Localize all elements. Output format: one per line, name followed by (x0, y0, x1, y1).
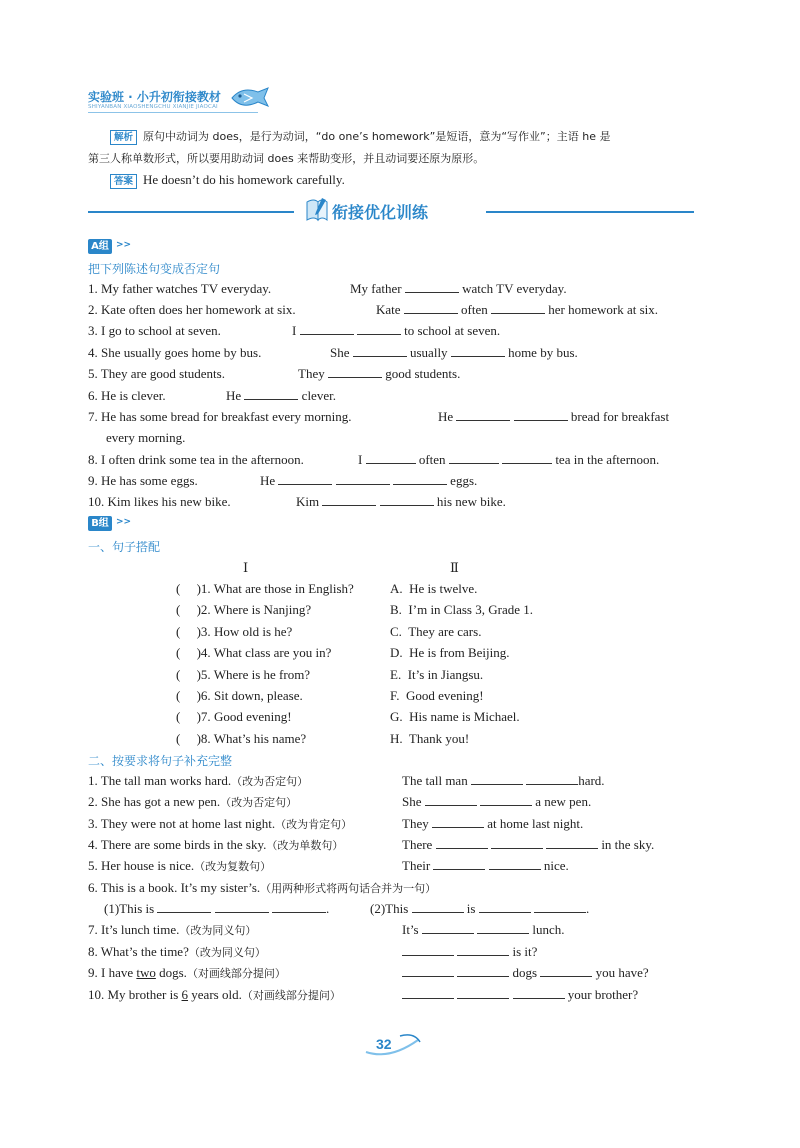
match-row: ( )8. What’s his name? (176, 731, 307, 746)
answer-blank[interactable] (425, 794, 477, 806)
a-item-7-cont: every morning. (106, 430, 186, 445)
fish-logo-icon (228, 84, 270, 110)
answer-blank[interactable] (432, 816, 484, 828)
analysis-line-1: 解析 原句中动词为 does，是行为动词，“do one’s homework”是短语，意为“写作业”；主语 he 是 (88, 126, 708, 147)
group-a-label: A组 (88, 239, 112, 254)
b-item-4: 4. There are some birds in the sky.（改为单数句） There in the sky. (88, 837, 655, 852)
answer-blank[interactable] (328, 366, 382, 378)
match-option: A. He is twelve. (390, 581, 478, 596)
match-row: ( )6. Sit down, please. (176, 688, 303, 703)
section-title: 衔接优化训练 (332, 203, 429, 222)
match-row: ( )1. What are those in English? (176, 581, 354, 596)
answer-blank[interactable] (412, 901, 464, 913)
a-item-2: 2. Kate often does her homework at six. Kate often her homework at six. (88, 302, 659, 317)
b-item-3: 3. They were not at home last night.（改为肯定句） They at home last night. (88, 816, 584, 831)
group-b-arrow-icon: >> (116, 517, 132, 527)
answer-bracket[interactable]: ( (176, 667, 197, 682)
match-row: ( )2. Where is Nanjing? (176, 602, 312, 617)
answer-bracket[interactable]: ( (176, 688, 197, 703)
a-item-3: 3. I go to school at seven. I to school at seven. (88, 323, 501, 338)
a-item-10: 10. Kim likes his new bike. Kim his new bike. (88, 494, 506, 509)
answer-blank[interactable] (353, 345, 407, 357)
answer-blank[interactable] (513, 987, 565, 999)
answer-bracket[interactable]: ( (176, 645, 197, 660)
b-item-10: 10. My brother is 6 years old.（对画线部分提问） your brother? (88, 987, 639, 1002)
b-item-1: 1. The tall man works hard.（改为否定句） The tall man hard. (88, 773, 605, 788)
header-rule (88, 112, 258, 113)
match-row: ( )4. What class are you in? (176, 645, 332, 660)
match-option: C. They are cars. (390, 624, 482, 639)
b-item-9: 9. I have two dogs.（对画线部分提问） dogs you have? (88, 965, 649, 980)
match-option: G. His name is Michael. (390, 709, 520, 724)
page-number: 32 (376, 1036, 392, 1052)
match-option: D. He is from Beijing. (390, 645, 510, 660)
group-a-arrow-icon: >> (116, 240, 132, 250)
match-row: ( )7. Good evening! (176, 709, 292, 724)
answer-bracket[interactable]: ( (176, 581, 197, 596)
answer-blank[interactable] (322, 494, 376, 506)
part2-heading: 二、按要求将句子补充完整 (88, 754, 233, 768)
match-option: H. Thank you! (390, 731, 470, 746)
a-item-7: 7. He has some bread for breakfast every morning. He bread for breakfast (88, 409, 670, 424)
answer-bracket[interactable]: ( (176, 709, 197, 724)
answer-blank[interactable] (405, 281, 459, 293)
answer-blank[interactable] (502, 452, 552, 464)
a-item-5: 5. They are good students. They good students. (88, 366, 461, 381)
answer-blank[interactable] (402, 987, 454, 999)
answer-blank[interactable] (402, 944, 454, 956)
answer-line: 答案 He doesn’t do his homework carefully. (88, 170, 708, 190)
answer-blank[interactable] (457, 987, 509, 999)
answer-blank[interactable] (471, 773, 523, 785)
answer-blank[interactable] (422, 922, 474, 934)
answer-blank[interactable] (526, 773, 578, 785)
book-subtitle: SHIYANBAN XIAOSHENGCHU XIANJIE JIAOCAI (88, 104, 218, 110)
answer-blank[interactable] (366, 452, 416, 464)
answer-blank[interactable] (456, 409, 510, 421)
answer-blank[interactable] (451, 345, 505, 357)
answer-blank[interactable] (436, 837, 488, 849)
answer-blank[interactable] (491, 302, 545, 314)
page-swoosh-icon (360, 1030, 426, 1058)
answer-bracket[interactable]: ( (176, 731, 197, 746)
answer-tag: 答案 (110, 174, 137, 189)
answer-blank[interactable] (534, 901, 586, 913)
answer-bracket[interactable]: ( (176, 624, 197, 639)
match-option: F. Good evening! (390, 688, 484, 703)
answer-blank[interactable] (546, 837, 598, 849)
a-item-9: 9. He has some eggs. He eggs. (88, 473, 478, 488)
answer-blank[interactable] (278, 473, 332, 485)
answer-blank[interactable] (449, 452, 499, 464)
answer-blank[interactable] (514, 409, 568, 421)
match-option: E. It’s in Jiangsu. (390, 667, 484, 682)
answer-blank[interactable] (336, 473, 390, 485)
a-item-8: 8. I often drink some tea in the afternoon. I often tea in the afternoon. (88, 452, 660, 467)
book-title: 实验班 · 小升初衔接教材 (88, 90, 221, 104)
answer-blank[interactable] (457, 965, 509, 977)
answer-blank[interactable] (402, 965, 454, 977)
section-rule-right (486, 211, 694, 213)
b-item-6: 6. This is a book. It’s my sister’s.（用两种形式将两句话合并为一句） (88, 880, 437, 895)
answer-blank[interactable] (457, 944, 509, 956)
answer-blank[interactable] (404, 302, 458, 314)
column-i-label: Ⅰ (243, 560, 249, 575)
answer-blank[interactable] (244, 388, 298, 400)
a-item-4: 4. She usually goes home by bus. She usually home by bus. (88, 345, 578, 360)
group-b-label: B组 (88, 516, 112, 531)
answer-blank[interactable] (157, 901, 211, 913)
section-rule-left (88, 211, 294, 213)
analysis-tag: 解析 (110, 130, 137, 145)
b-item-8: 8. What’s the time?（改为同义句） is it? (88, 944, 538, 959)
answer-blank[interactable] (357, 323, 401, 335)
answer-bracket[interactable]: ( (176, 602, 197, 617)
answer-blank[interactable] (479, 901, 531, 913)
a-item-1: 1. My father watches TV everyday. My father watch TV everyday. (88, 281, 567, 296)
part1-heading: 一、句子搭配 (88, 540, 161, 554)
answer-blank[interactable] (380, 494, 434, 506)
answer-blank[interactable] (300, 323, 354, 335)
answer-blank[interactable] (215, 901, 269, 913)
a-item-6: 6. He is clever. He clever. (88, 388, 336, 403)
answer-blank[interactable] (540, 965, 592, 977)
b-item-7: 7. It’s lunch time.（改为同义句） It’s lunch. (88, 922, 565, 937)
match-row: ( )5. Where is he from? (176, 667, 311, 682)
answer-blank[interactable] (433, 858, 485, 870)
analysis-line-2: 第三人称单数形式，所以要用助动词 does 来帮助变形，并且动词要还原为原形。 (88, 152, 485, 165)
answer-blank[interactable] (489, 858, 541, 870)
answer-blank[interactable] (480, 794, 532, 806)
match-row: ( )3. How old is he? (176, 624, 293, 639)
pencil-book-icon (304, 196, 330, 224)
column-ii-label: Ⅱ (450, 560, 459, 575)
answer-blank[interactable] (393, 473, 447, 485)
match-option: B. I’m in Class 3, Grade 1. (390, 602, 533, 617)
b-item-6-answers: (1)This is . (2)This is . (104, 901, 590, 916)
b-item-2: 2. She has got a new pen.（改为否定句） She a new pen. (88, 794, 592, 809)
answer-blank[interactable] (477, 922, 529, 934)
answer-blank[interactable] (491, 837, 543, 849)
answer-blank[interactable] (272, 901, 326, 913)
group-a-instruction: 把下列陈述句变成否定句 (88, 262, 221, 276)
b-item-5: 5. Her house is nice.（改为复数句） Their nice. (88, 858, 569, 873)
